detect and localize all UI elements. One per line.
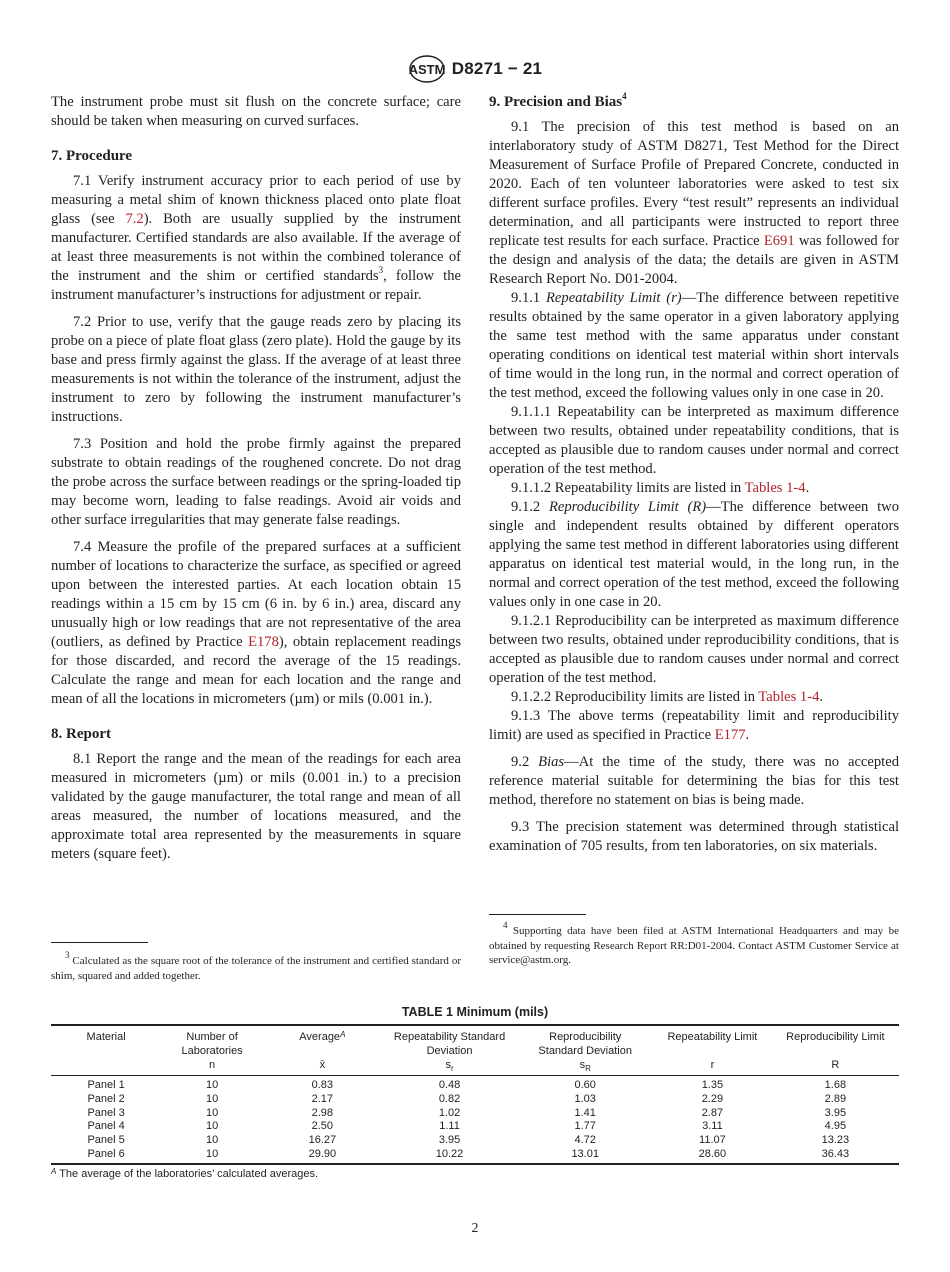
footnote-ref-4[interactable]: 4 <box>622 91 627 101</box>
cell: 1.11 <box>439 1120 460 1133</box>
text: 7.1 Verify instrument accuracy prior to each period of use by measuring a metal shim of known thickness placed onto plate float glass (see <box>51 173 461 227</box>
term-repeatability-limit: Repeatability Limit (r) <box>546 290 682 306</box>
cell: 10 <box>205 1134 219 1147</box>
column-header: Repeatability Limit <box>653 1025 772 1058</box>
cell: 0.48 <box>438 1079 461 1091</box>
cell: 36.43 <box>772 1148 899 1164</box>
footnote-text: Calculated as the square root of the tolerance of the instrument and certified standard or shim, squared and added together. <box>51 955 461 982</box>
cell: 4.72 <box>574 1134 596 1147</box>
paragraph-9-1-3 <box>489 707 899 745</box>
footnote-number: 4 <box>503 920 508 931</box>
link-tables-1-4[interactable]: Tables 1-4 <box>744 480 806 496</box>
text: —At the time of the study, there was no accepted reference material suitable for determining the bias for this test method, therefore no statement on bias is being made. <box>489 754 900 808</box>
table-footnote <box>51 1168 899 1180</box>
text: 7.4 Measure the profile of the prepared surfaces at a sufficient number of locations to characterize the surface, as specified or agreed upon between the interested parties. At each location obtain 15 readings within a 15 cm by 15 cm (6 in. by 6 in.) area, discard any unusually high or low readings that are not representative of the area (outliers, as defined by Practice <box>51 539 461 650</box>
paragraph-7-3: 7.3 Position and hold the probe firmly against the prepared substrate to obtain readings of the roughened concrete. Do not drag the probe across the surface between readings or the spring-loaded tip may become worn, leading to false readings. Avoid air voids and other surface irregularities that may generate false readings. <box>51 436 461 528</box>
cell: 2.17 <box>311 1092 334 1105</box>
text: 9.1 The precision of this test method is based on an interlaboratory study of ASTM D8271, Test Method for the Direct Measurement of Surface Profile of Prepared Concrete, conducted in 2020. Each of ten volunteer laboratories were asked to test six different surface profiles. Every “test result” represents an individual determination, and all participants were instructed to report three replicate test results for each surface. Practice <box>489 119 899 249</box>
column-symbol <box>51 1058 161 1076</box>
cell: Panel 6 <box>51 1148 161 1164</box>
table-row <box>51 1120 899 1134</box>
paragraph-9-3: 9.3 The precision statement was determined through statistical examination of 705 results, from ten laboratories, on six materials. <box>489 819 899 854</box>
cell: 3.11 <box>702 1120 723 1133</box>
text: —The difference between two single and independent results obtained by different operators applying the same test method in different laboratories using different apparatus on identical test material would, in the long run, in the normal and correct operation of the test method, exceed the following values only in one case in 20. <box>489 499 899 610</box>
section-heading-precision-bias <box>489 93 899 112</box>
footnote-number: 3 <box>65 950 70 961</box>
column-symbol: $s_R$ <box>517 1058 653 1076</box>
cell: 11.07 <box>699 1134 726 1147</box>
paragraph-7-1 <box>51 172 461 305</box>
paragraph-9-1-1-2 <box>489 479 899 498</box>
cell: Panel 4 <box>87 1120 125 1133</box>
cell: 1.68 <box>824 1079 847 1091</box>
cell: 2.50 <box>311 1120 334 1133</box>
cell: 10 <box>205 1106 219 1119</box>
text: 9.1.1 <box>511 290 547 306</box>
cell: 1.35 <box>701 1079 724 1091</box>
link-e691[interactable]: E691 <box>763 233 795 249</box>
cell: 16.27 <box>308 1134 337 1147</box>
table-row <box>51 1093 899 1107</box>
cell: 0.83 <box>311 1079 334 1091</box>
page-header <box>0 54 950 84</box>
table-symbol-row <box>51 1058 899 1076</box>
text: 9.1.1.2 Repeatability limits are listed in <box>511 480 745 496</box>
column-header: Average$^A$ <box>263 1025 382 1058</box>
cell: 2.98 <box>311 1106 334 1119</box>
text: —The difference between repetitive results obtained by the same operator in a given laboratory applying the same test method with the same apparatus under constant operating conditions on identical test material within short intervals of time would in the long run, in the normal and correct operation of the test method, exceed the following values only in one case in 20. <box>489 290 899 401</box>
cell: 10 <box>205 1092 219 1105</box>
cell: 29.90 <box>263 1148 382 1164</box>
text: . <box>819 689 824 705</box>
paragraph-9-1-2-2 <box>489 688 899 707</box>
footnote-text: The average of the laboratories’ calculated averages. <box>56 1167 319 1180</box>
cell: 10.22 <box>382 1148 518 1164</box>
footnote-ref-3[interactable]: 3 <box>378 265 384 276</box>
link-7-2[interactable]: 7.2 <box>125 211 144 227</box>
column-header: Number of Laboratories <box>161 1025 263 1058</box>
cell: 0.60 <box>574 1079 596 1091</box>
column-symbol: n <box>161 1058 263 1076</box>
cell: 1.02 <box>438 1106 461 1119</box>
paragraph-9-1-2 <box>489 498 899 612</box>
cell: 2.29 <box>701 1092 724 1105</box>
cell: 13.01 <box>517 1148 653 1164</box>
paragraph-9-2 <box>489 753 899 810</box>
document-designation: D8271 − 21 <box>451 59 543 78</box>
cell: 2.89 <box>824 1092 847 1105</box>
cell: 28.60 <box>653 1148 772 1164</box>
paragraph-9-1-2-1: 9.1.2.1 Reproducibility can be interpreted as maximum difference between two results, obtained under reproducibility conditions, that is accepted as plausible due to random causes under normal and correct operation of the test method. <box>489 613 899 686</box>
precision-table <box>51 1024 899 1165</box>
table-title: TABLE 1 Minimum (mils) <box>401 1005 549 1019</box>
cell: 3.95 <box>824 1106 847 1119</box>
table-row <box>51 1107 899 1121</box>
cell: Panel 5 <box>87 1134 125 1147</box>
column-symbol: $s_r$ <box>382 1058 518 1076</box>
section-heading-procedure: 7. Procedure <box>51 148 133 164</box>
footnote-divider <box>489 914 586 915</box>
section-heading-report: 8. Report <box>51 726 111 742</box>
text: ). Both are usually supplied by the instrument manufacturer. Certified standards are also available. If the average of at least three measurements is not within the combined tolerance of the instrument and the shim or certified standards <box>51 211 461 284</box>
column-header: Reproducibility Standard Deviation <box>517 1025 653 1058</box>
text: ), obtain replacement readings for those discarded, and record the average of the 15 readings. Calculate the range and mean for each location and the range and mean of all the locations in micrometers (µm) or mils (0.001 in.). <box>51 634 462 707</box>
paragraph-9-1-1 <box>489 289 899 403</box>
column-header: Reproducibility Limit <box>772 1025 899 1058</box>
cell: Panel 3 <box>87 1106 125 1119</box>
term-bias: Bias <box>538 754 565 770</box>
cell: 10 <box>205 1120 219 1133</box>
column-symbol: R <box>772 1058 899 1076</box>
text: , follow the instrument manufacturer’s instructions for adjustment or repair. <box>51 268 461 303</box>
term-reproducibility-limit: Reproducibility Limit (R) <box>548 499 707 515</box>
footnote-3 <box>51 950 461 983</box>
text: . <box>745 727 750 743</box>
link-tables-1-4[interactable]: Tables 1-4 <box>758 689 820 705</box>
column-symbol: x̄ <box>263 1058 382 1076</box>
svg-text:ASTM: ASTM <box>408 62 446 77</box>
table-header-row <box>51 1025 899 1058</box>
heading-text: 9. Precision and Bias <box>489 94 623 110</box>
right-column <box>489 93 899 856</box>
cell: 3.95 <box>438 1134 461 1147</box>
cell: 2.87 <box>701 1106 724 1119</box>
link-e177[interactable]: E177 <box>714 727 746 743</box>
astm-logo-icon <box>408 54 446 84</box>
cell: 1.41 <box>574 1106 596 1119</box>
link-e178[interactable]: E178 <box>248 634 279 650</box>
text: 9.1.3 The above terms (repeatability limit and reproducibility limit) are used as specified in Practice <box>489 708 899 743</box>
cell: Panel 1 <box>87 1079 125 1091</box>
table-row <box>51 1148 899 1164</box>
table-1 <box>51 1005 899 1180</box>
paragraph-7-4 <box>51 538 461 709</box>
cell: Panel 2 <box>87 1092 125 1105</box>
column-symbol: r <box>653 1058 772 1076</box>
cell: 1.03 <box>574 1092 596 1105</box>
cell: 10 <box>161 1148 263 1164</box>
paragraph-7-2: 7.2 Prior to use, verify that the gauge reads zero by placing its probe on a piece of plate float glass (zero plate). Hold the gauge by its base and press firmly against the glass. If the average of at least three measurements is not within the tolerance of the instrument, adjust the instrument to zero by following the instrument manufacturer’s instructions. <box>51 314 461 425</box>
text: 9.2 <box>511 754 539 770</box>
column-header: Repeatability Standard Deviation <box>382 1025 518 1058</box>
cell: 4.95 <box>824 1120 847 1133</box>
table-row <box>51 1076 899 1093</box>
footnote-divider <box>51 942 148 943</box>
paragraph-8-1: 8.1 Report the range and the mean of the readings for each area measured in micrometers (µm) or mils (0.001 in.) to a precision validated by the gauge manufacturer, the total range and mean of all areas measured, the number of locations measured, and the approximate total area represented by the measurements in square meters (square feet). <box>51 751 461 862</box>
left-column <box>51 93 461 864</box>
column-header: Material <box>51 1025 161 1058</box>
cell: 13.23 <box>821 1134 850 1147</box>
paragraph-9-1 <box>489 118 899 289</box>
table-row <box>51 1134 899 1148</box>
intro-paragraph: The instrument probe must sit flush on the concrete surface; care should be taken when measuring on curved surfaces. <box>51 94 461 129</box>
text: was followed for the design and analysis of the data; the details are given in ASTM Research Report No. D01-2004. <box>489 233 899 287</box>
paragraph-9-1-1-1: 9.1.1.1 Repeatability can be interpreted as maximum difference between two results, obtained under repeatability conditions, that is accepted as plausible due to random causes under normal and correct operation of the test method. <box>489 404 899 477</box>
footnote-text: Supporting data have been filed at ASTM International Headquarters and may be obtained by requesting Research Report RR:D01-2004. Contact ASTM Customer Service at service@astm.org. <box>489 925 899 966</box>
text: 9.1.2 <box>511 499 549 515</box>
footnote-4 <box>489 920 899 968</box>
cell: 1.77 <box>574 1120 596 1133</box>
cell: 10 <box>205 1079 219 1091</box>
page-number: 2 <box>471 1221 479 1236</box>
text: . <box>805 480 810 496</box>
text: 9.1.2.2 Reproducibility limits are listed in <box>511 689 759 705</box>
footnote-mark: A <box>51 1166 57 1176</box>
cell: 0.82 <box>438 1092 461 1105</box>
